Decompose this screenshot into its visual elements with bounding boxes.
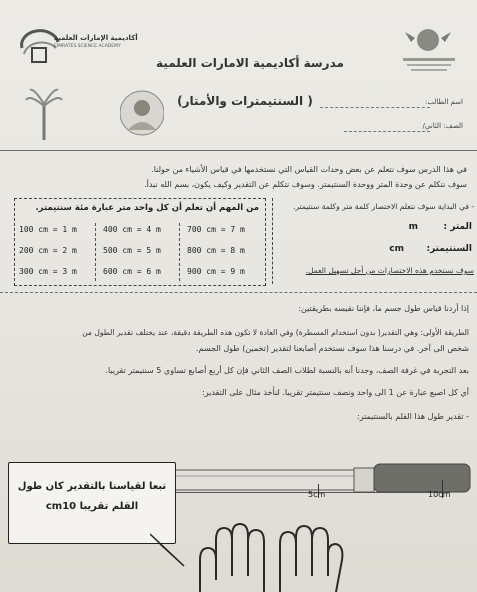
section-divider bbox=[0, 292, 477, 293]
academy-name-en: EMIRATES SCIENCE ACADEMY bbox=[54, 44, 121, 49]
cm-abbr: cm bbox=[389, 244, 404, 254]
academy-name-ar: أكاديمية الإمارات العلمية bbox=[54, 34, 138, 42]
column-divider bbox=[179, 223, 180, 281]
abbreviations-note: سوف نستخدم هذه الاختصارات من أجل تسهيل العمل. bbox=[305, 266, 474, 275]
student-name-line bbox=[320, 107, 430, 108]
palm-tree-icon bbox=[24, 84, 64, 142]
callout-text: تبعا لقياسنا بالتقدير كان طول القلم تقريبا cm10 bbox=[17, 481, 167, 512]
table-cell: 800 cm = 8 m bbox=[187, 246, 245, 255]
header-divider bbox=[0, 150, 477, 151]
paragraph-5: - تقدير طول هذا القلم بالسنتيمتر: bbox=[357, 412, 469, 421]
ruler-label-10cm: 10cm bbox=[428, 490, 451, 499]
hands-illustration bbox=[170, 520, 477, 592]
conversion-heading: من المهم أن تعلم أن كل واحد متر عبارة مئة سنتيمتر. bbox=[35, 203, 259, 213]
abbreviations-intro: - في البداية سوف نتعلم الاختصار كلمة متر وكلمة سنتيمتر. bbox=[293, 202, 474, 211]
cm-label: السنتيمتر: bbox=[426, 244, 472, 254]
school-name: مدرسة أكاديمية الامارات العلمية bbox=[156, 56, 344, 70]
grade-label: الصف: الثاني/ bbox=[422, 122, 463, 130]
paragraph-3: بعد التجربة في غرفة الصف، وجدنا أنه بالنسبة لطلاب الصف الثاني فإن كل أربع أصابع تساوي 5 سنتيمتر تقريبا. bbox=[105, 366, 469, 375]
intro-line-1: في هذا الدرس سوف نتعلم عن بعض وحدات القياس التي نستخدمها في قياس الأشياء من حولنا. bbox=[151, 165, 467, 174]
callout-pointer-icon bbox=[150, 530, 190, 570]
column-divider bbox=[95, 223, 96, 281]
meter-abbr: m bbox=[408, 222, 418, 232]
paragraph-4: أي كل اصبع عبارة عن 1 الى واحد ونصف سنتيمتر تقريبا. لنأخذ مثال على التقدير: bbox=[202, 388, 469, 397]
table-cell: 300 cm = 3 m bbox=[19, 267, 77, 276]
ruler-label-5cm: 5cm bbox=[308, 490, 326, 499]
table-cell: 500 cm = 5 m bbox=[103, 246, 161, 255]
ruler-line bbox=[150, 492, 450, 493]
academy-logo bbox=[18, 28, 138, 78]
meter-label: المتر : bbox=[443, 222, 472, 232]
intro-line-2: سوف نتكلم عن وحدة المتر ووحدة السنتيمتر. وسوف نتكلم عن التقدير وكيف يكون، بسم الله نبدأ. bbox=[144, 180, 467, 189]
table-cell: 100 cm = 1 m bbox=[19, 225, 77, 234]
emblem-logo-icon bbox=[393, 22, 463, 84]
student-name-label: اسم الطالب: bbox=[424, 98, 463, 106]
paragraph-2b: شخص الى آخر. في درسنا هذا سوف نستخدم أصابعنا لتقدير (تخمين) طول الجسم. bbox=[195, 344, 469, 353]
table-cell: 900 cm = 9 m bbox=[187, 267, 245, 276]
paragraph-2a: الطريقة الأولى: وهي التقدير( بدون استخدام المسطرة) وفي العادة لا تكون هذه الطريقة دقيقة، عند يختلف تقدير الطول من bbox=[82, 328, 469, 337]
worksheet-title: ( السنتيمترات والأمتار) bbox=[177, 94, 313, 108]
grade-line bbox=[344, 131, 430, 132]
table-cell: 400 cm = 4 m bbox=[103, 225, 161, 234]
table-cell: 200 cm = 2 m bbox=[19, 246, 77, 255]
abbreviations-box bbox=[272, 198, 477, 284]
paragraph-1: إذا أردنا قياس طول جسم ما، فإننا نقيسه بطريقتين: bbox=[298, 304, 469, 313]
table-cell: 600 cm = 6 m bbox=[103, 267, 161, 276]
portrait-seal-icon bbox=[120, 88, 164, 138]
conversion-table bbox=[14, 198, 266, 286]
table-cell: 700 cm = 7 m bbox=[187, 225, 245, 234]
